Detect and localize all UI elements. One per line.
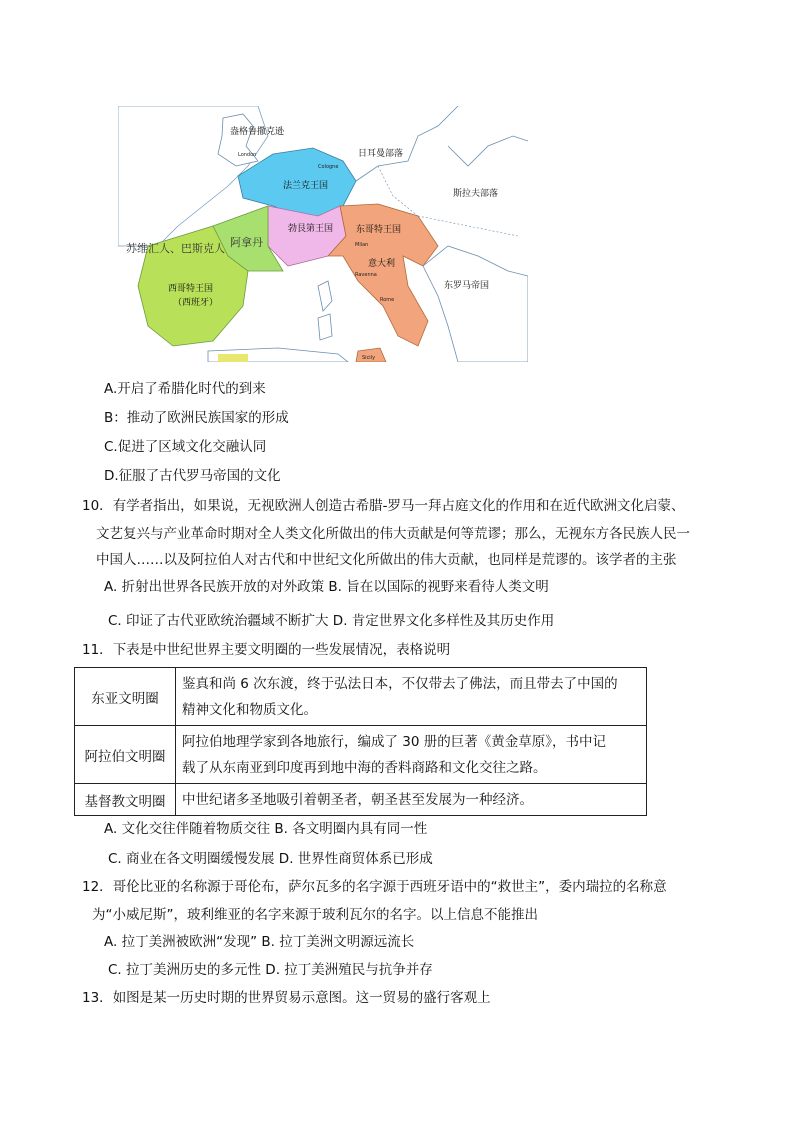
table-cell-name: 东亚文明圈 bbox=[75, 668, 176, 726]
q12-stem-line2: 为“小威尼斯”，玻利维亚的名字来源于玻利瓦尔的名字。以上信息不能推出 bbox=[92, 907, 538, 923]
label-frankish: 法兰克王国 bbox=[283, 181, 329, 191]
q11-stem: 11．下表是中世纪世界主要文明圈的一些发展情况，表格说明 bbox=[82, 642, 451, 658]
table-cell-desc: 鉴真和尚 6 次东渡，终于弘法日本，不仅带去了佛法，而且带去了中国的 精神文化和物质文化。 bbox=[176, 668, 647, 726]
q9-option-c: C.促进了区域文化交融认同 bbox=[104, 439, 267, 455]
label-burgundian: 勃艮第王国 bbox=[288, 224, 334, 234]
q10-stem-line3: 中国人……以及阿拉伯人对古代和中世纪文化所做出的伟大贡献，也同样是荒谬的。该学者的主张 bbox=[96, 552, 677, 568]
q12-options-ab: A. 拉丁美洲被欧洲“发现” B. 拉丁美洲文明源远流长 bbox=[104, 934, 415, 950]
q11-number: 11． bbox=[82, 642, 113, 658]
table-cell-desc: 阿拉伯地理学家到各地旅行，编成了 30 册的巨著《黄金草原》，书中记 载了从东南亚到印度再到地中海的香料商路和文化交往之路。 bbox=[176, 726, 647, 784]
label-spain: （西班牙） bbox=[173, 298, 219, 308]
label-ravenna: Ravenna bbox=[355, 272, 377, 278]
q13-stem: 13．如图是某一历史时期的世界贸易示意图。这一贸易的盛行客观上 bbox=[82, 990, 491, 1006]
historical-map bbox=[118, 106, 528, 362]
label-anglo-saxon: 盎格鲁撒克逊 bbox=[230, 127, 285, 137]
table-row bbox=[75, 726, 647, 784]
label-germanic: 日耳曼部落 bbox=[358, 149, 404, 159]
label-slavic: 斯拉夫部落 bbox=[453, 189, 499, 199]
label-italy: 意大利 bbox=[368, 259, 396, 269]
q10-options-cd: C. 印证了古代亚欧统治疆域不断扩大 D. 肯定世界文化多样性及其历史作用 bbox=[108, 613, 555, 629]
table-cell-name: 阿拉伯文明圈 bbox=[75, 726, 176, 784]
q13-number: 13． bbox=[82, 990, 113, 1006]
label-sicily: Sicily bbox=[362, 355, 376, 361]
civilization-table bbox=[74, 667, 647, 816]
table-cell-name: 基督教文明圈 bbox=[75, 784, 176, 816]
label-suebi-basques: 苏维汇人、巴斯克人 bbox=[126, 242, 225, 255]
table-row bbox=[75, 784, 647, 816]
q11-options-cd: C. 商业在各文明圈缓慢发展 D. 世界性商贸体系已形成 bbox=[108, 851, 433, 867]
label-east-rome: 东罗马帝国 bbox=[444, 281, 490, 291]
europe-kingdoms-map bbox=[118, 106, 528, 362]
label-milan: Milan bbox=[355, 242, 369, 248]
q12-number: 12． bbox=[82, 879, 113, 895]
q9-option-d: D.征服了古代罗马帝国的文化 bbox=[104, 468, 281, 484]
q12-options-cd: C. 拉丁美洲历史的多元性 D. 拉丁美洲殖民与抗争并存 bbox=[108, 962, 433, 978]
label-visigoth: 西哥特王国 bbox=[168, 284, 214, 294]
table-cell-desc: 中世纪诸多圣地吸引着朝圣者，朝圣甚至发展为一种经济。 bbox=[176, 784, 647, 816]
q9-option-b: B：推动了欧洲民族国家的形成 bbox=[104, 410, 289, 426]
q9-option-a: A.开启了希腊化时代的到来 bbox=[104, 381, 266, 397]
q10-stem-line2: 文艺复兴与产业革命时期对全人类文化所做出的伟大贡献是何等荒谬；那么，无视东方各民族人民一 bbox=[96, 526, 690, 542]
q12-stem-line1: 12．哥伦比亚的名称源于哥伦布，萨尔瓦多的名字源于西班牙语中的“救世主”，委内瑞拉的名称意 bbox=[82, 879, 667, 895]
q10-number: 10． bbox=[82, 498, 113, 514]
label-rome: Rome bbox=[380, 297, 395, 303]
label-alamanni: 阿拿丹 bbox=[230, 236, 263, 249]
label-ostrogoth: 东哥特王国 bbox=[356, 225, 402, 235]
label-cologne: Cologne bbox=[318, 164, 339, 170]
q11-options-ab: A. 文化交往伴随着物质交往 B. 各文明圈内具有同一性 bbox=[104, 821, 428, 837]
label-london: London bbox=[238, 152, 257, 158]
table-row bbox=[75, 668, 647, 726]
q10-options-ab: A. 折射出世界各民族开放的对外政策 B. 旨在以国际的视野来看待人类文明 bbox=[104, 579, 549, 595]
q10-stem-line1: 10．有学者指出，如果说，无视欧洲人创造古希腊-罗马一拜占庭文化的作用和在近代欧洲文化启蒙、 bbox=[82, 498, 685, 514]
